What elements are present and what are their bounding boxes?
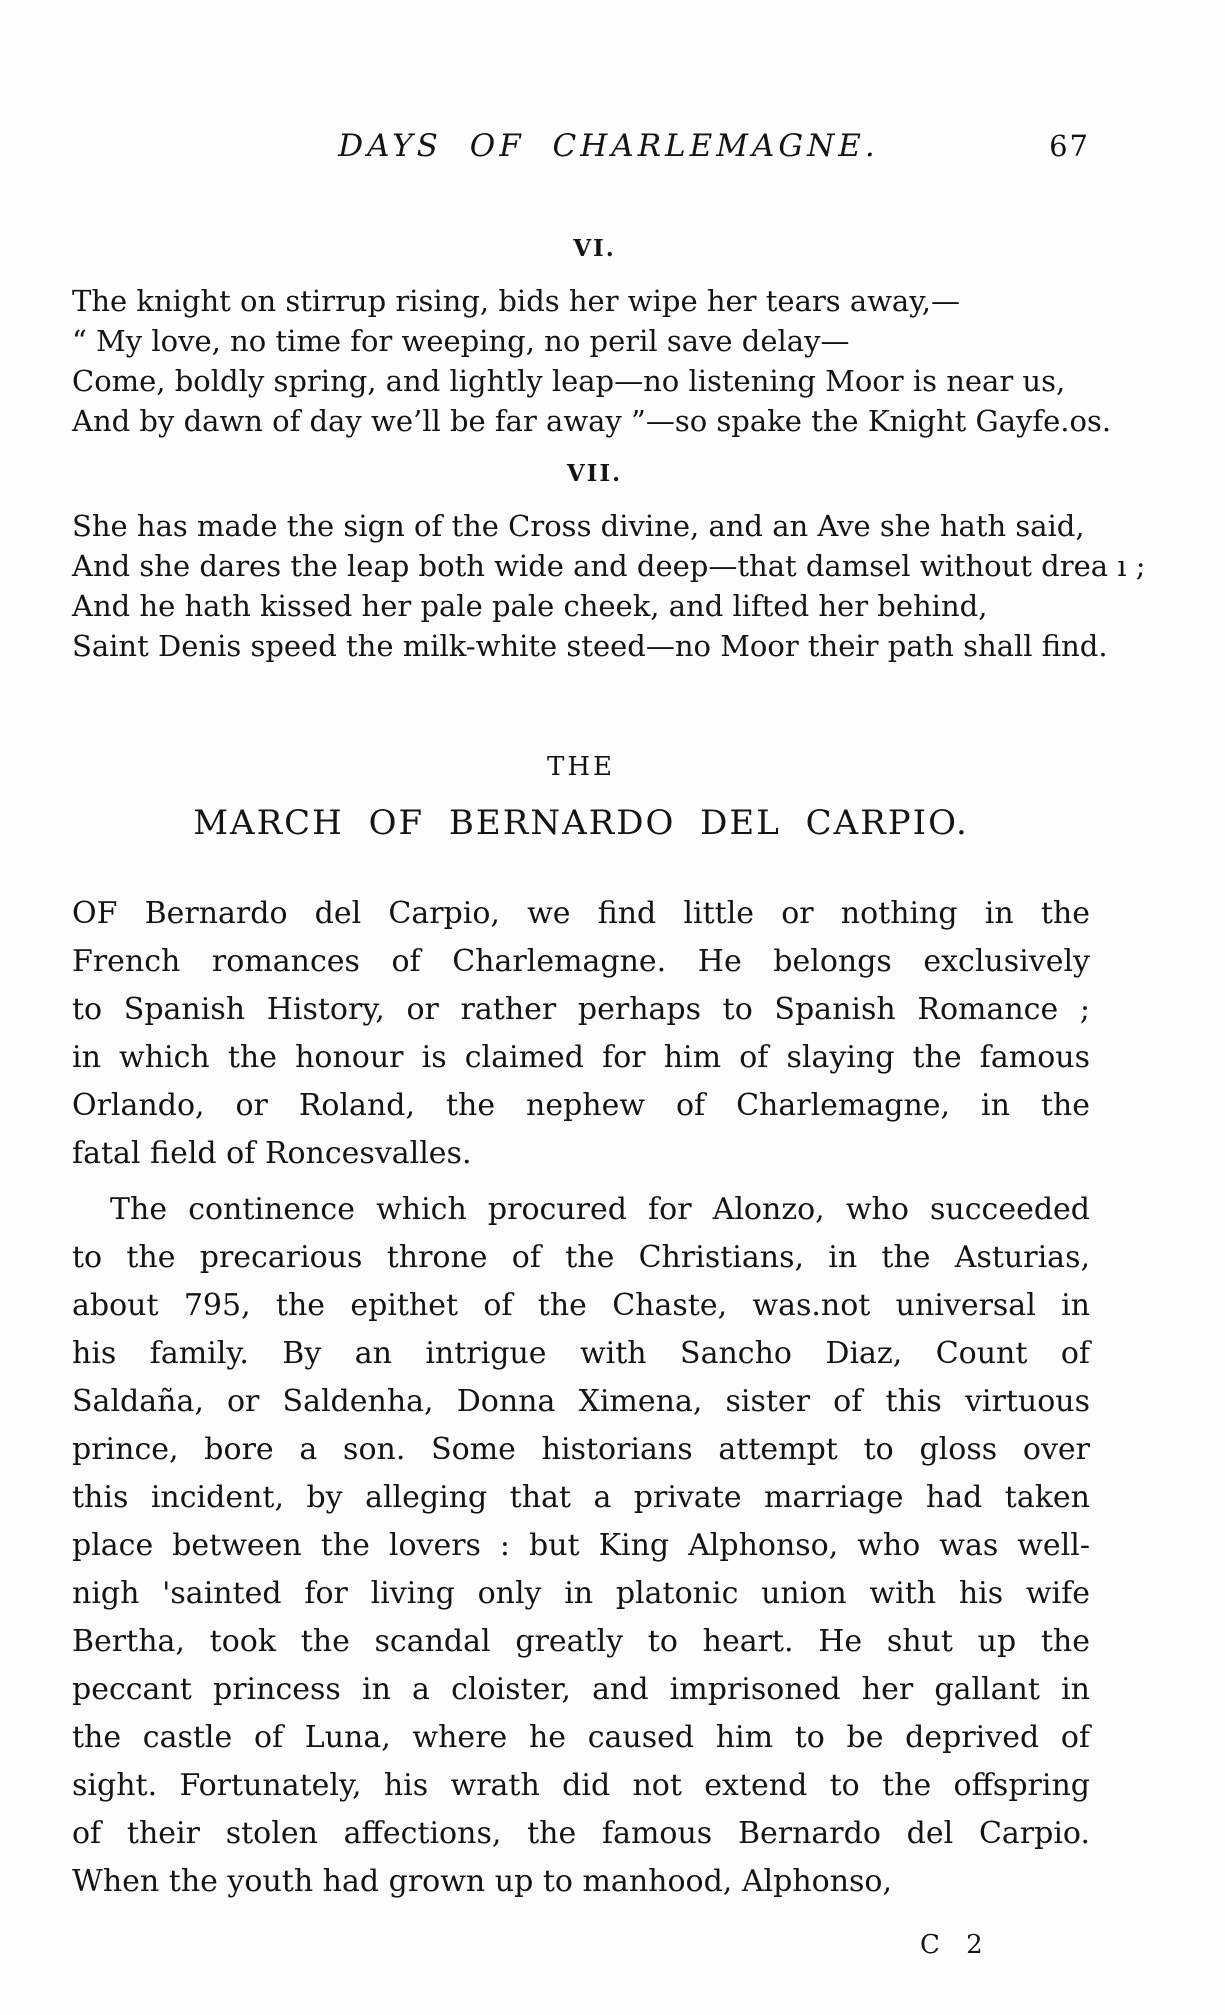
text-line: When the youth had grown up to manhood, Alphonso, <box>72 1864 893 1899</box>
text-line: Come, boldly spring, and lightly leap—no listening Moor is near us, <box>72 364 1066 398</box>
text-line: of their stolen affections, the famous Bernardo del Carpio. <box>72 1816 1090 1851</box>
text-line: French romances of Charlemagne. He belongs exclusively <box>72 944 1090 979</box>
text-line: about 795, the epithet of the Chaste, was.not universal in <box>72 1288 1090 1323</box>
text-line: sight. Fortunately, his wrath did not extend to the offspring <box>72 1768 1090 1803</box>
stanza-vi <box>72 235 1117 441</box>
text-line: She has made the sign of the Cross divine, and an Ave she hath said, <box>72 509 1085 543</box>
text-line: And he hath kissed her pale pale cheek, and lifted her behind, <box>72 589 988 623</box>
stanza-vii <box>72 460 1146 666</box>
text-line: in which the honour is claimed for him of slaying the famous <box>72 1040 1090 1075</box>
stanza-vii-lines <box>72 506 1146 666</box>
text-line: prince, bore a son. Some historians attempt to gloss over <box>72 1432 1090 1467</box>
body-paragraph-1 <box>72 890 1090 1178</box>
text-line: Bertha, took the scandal greatly to heart. He shut up the <box>72 1624 1090 1659</box>
stanza-vii-number: VII. <box>566 460 623 487</box>
text-line: Orlando, or Roland, the nephew of Charlemagne, in the <box>72 1088 1090 1123</box>
text-line: fatal field of Roncesvalles. <box>72 1136 472 1171</box>
text-line: the castle of Luna, where he caused him to be deprived of <box>72 1720 1090 1755</box>
running-title: DAYS OF CHARLEMAGNE. <box>338 128 879 164</box>
stanza-vi-number: VI. <box>573 235 616 262</box>
text-line: peccant princess in a cloister, and imprisoned her gallant in <box>72 1672 1090 1707</box>
text-line: The continence which procured for Alonzo, who succeeded <box>110 1192 1090 1227</box>
text-line: place between the lovers : but King Alphonso, who was well- <box>72 1528 1090 1563</box>
section-title: MARCH OF BERNARDO DEL CARPIO. <box>193 803 969 843</box>
text-line: this incident, by alleging that a private marriage had taken <box>72 1480 1090 1515</box>
text-line: to the precarious throne of the Christians, in the Asturias, <box>72 1240 1090 1275</box>
text-line: OF Bernardo del Carpio, we find little or nothing in the <box>72 896 1090 931</box>
stanza-vi-lines <box>72 281 1117 441</box>
text-line: Saldaña, or Saldenha, Donna Ximena, sister of this virtuous <box>72 1384 1090 1419</box>
running-head <box>72 128 1090 172</box>
body-paragraph-2 <box>72 1186 1090 1906</box>
section-pretitle: THE <box>547 752 615 782</box>
text-line: And she dares the leap both wide and deep—that damsel without drea ı ; <box>72 549 1146 583</box>
signature-mark: C 2 <box>920 1930 992 1960</box>
text-line: Saint Denis speed the milk-white steed—no Moor their path shall find. <box>72 629 1108 663</box>
text-line: to Spanish History, or rather perhaps to Spanish Romance ; <box>72 992 1090 1027</box>
page-number: 67 <box>1049 129 1090 163</box>
text-line: “ My love, no time for weeping, no peril save delay— <box>72 324 850 358</box>
text-line: his family. By an intrigue with Sancho Diaz, Count of <box>72 1336 1090 1371</box>
text-line: The knight on stirrup rising, bids her wipe her tears away,— <box>72 284 960 318</box>
text-line: nigh 'sainted for living only in platonic union with his wife <box>72 1576 1090 1611</box>
text-line: And by dawn of day we’ll be far away ”—so spake the Knight Gayfe.os. <box>72 404 1112 438</box>
